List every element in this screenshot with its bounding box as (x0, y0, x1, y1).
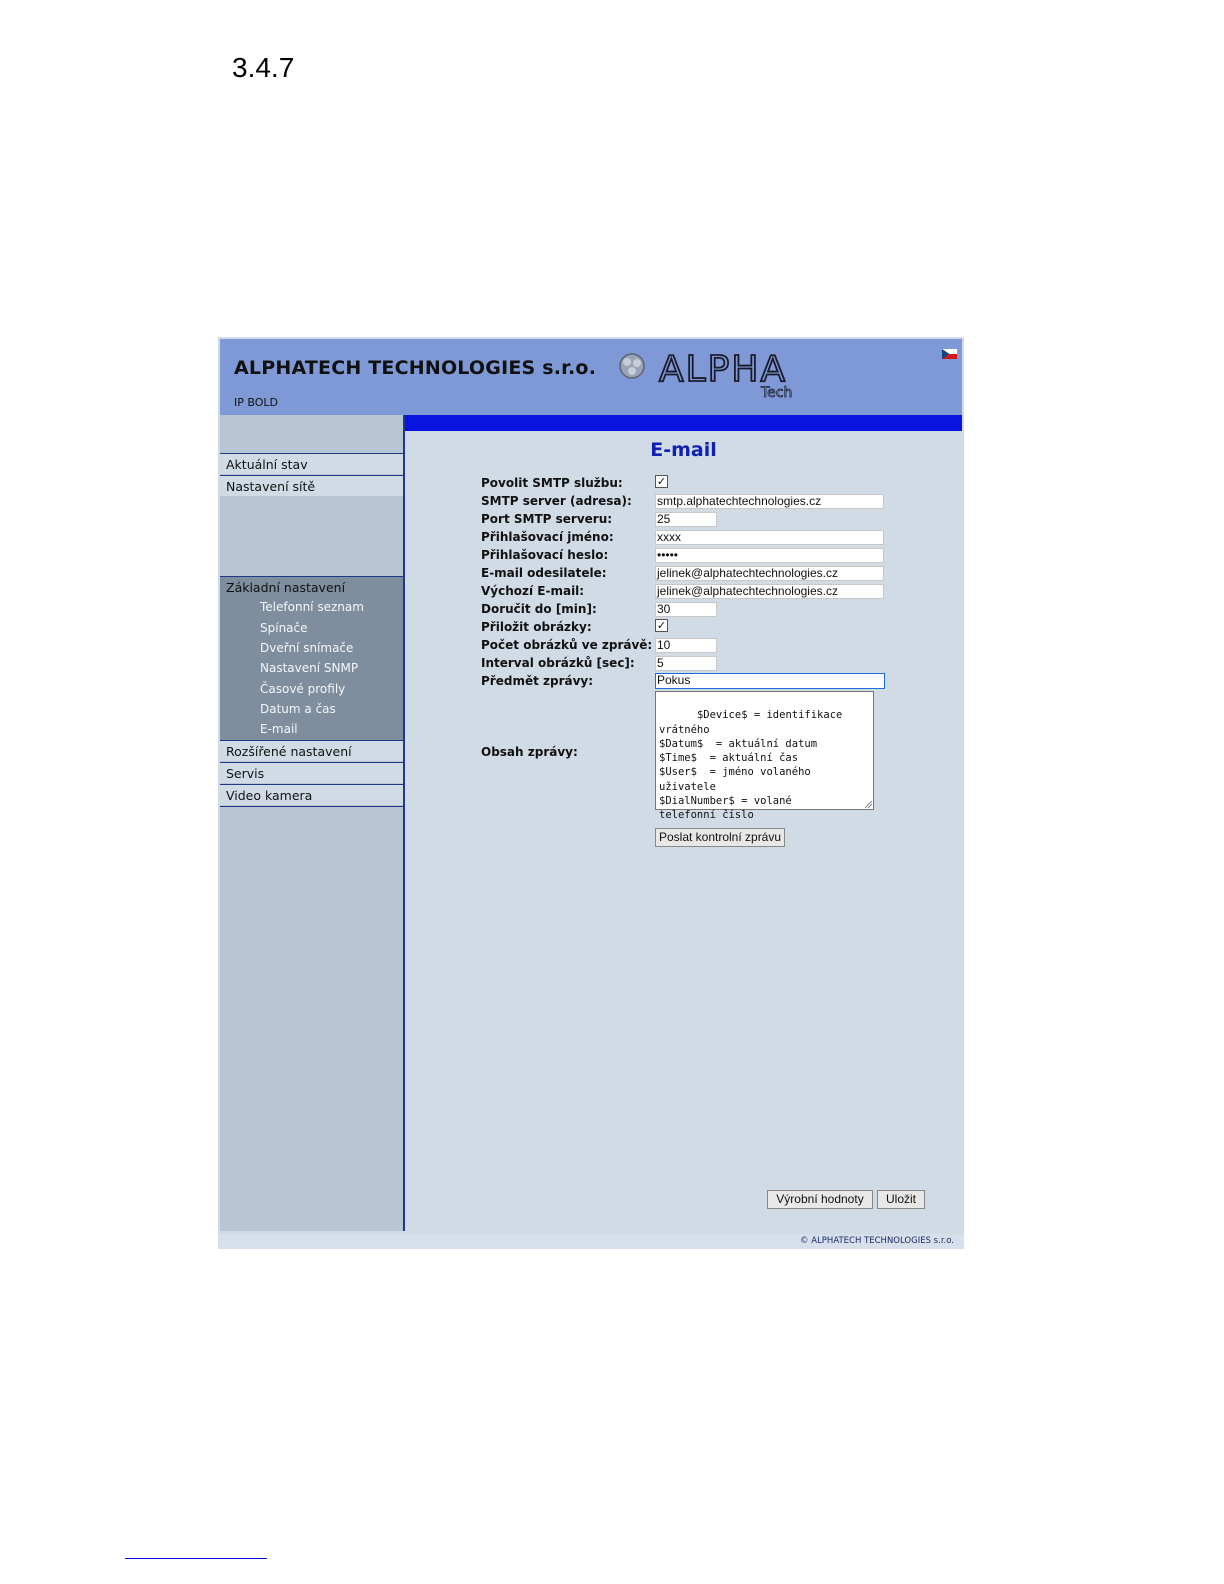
page-footer (218, 1234, 964, 1249)
resize-handle-icon[interactable] (865, 801, 872, 808)
message-body-textarea[interactable] (655, 691, 874, 822)
alphatech-logo (657, 345, 809, 401)
sidebar-group-basic-settings (220, 576, 403, 740)
save-button[interactable]: Uložit (877, 1190, 925, 1209)
sidebar-item-advanced-settings[interactable]: Rozšířené nastavení (220, 740, 403, 761)
browser-screenshot (218, 337, 964, 1249)
page-title: E-mail (650, 439, 717, 461)
sidebar-item-video-camera[interactable]: Video kamera (220, 784, 403, 805)
subject-label: Předmět zprávy: (481, 674, 594, 688)
deliver-within-label: Doručit do [min]: (481, 602, 597, 616)
logo-subtext: Tech (761, 385, 793, 401)
section-number: 3.4.7 (232, 52, 295, 83)
sidebar-subitem-door-sensors[interactable]: Dveřní snímače (260, 641, 354, 655)
smtp-server-input[interactable]: smtp.alphatechtechnologies.cz (655, 494, 884, 509)
sender-email-input[interactable]: jelinek@alphatechtechnologies.cz (655, 566, 884, 581)
sidebar-item-service[interactable]: Servis (220, 762, 403, 783)
subject-input[interactable]: Pokus (655, 673, 885, 689)
sidebar-divider (220, 806, 403, 807)
sidebar-item-network-settings[interactable]: Nastavení sítě (220, 475, 403, 496)
image-interval-input[interactable]: 5 (655, 656, 717, 671)
sidebar-item-basic-settings[interactable]: Základní nastavení (226, 580, 346, 595)
alphatech-emblem-icon (615, 351, 649, 381)
sidebar-subitem-time-profiles[interactable]: Časové profily (260, 682, 346, 696)
default-email-input[interactable]: jelinek@alphatechtechnologies.cz (655, 584, 884, 599)
sidebar (220, 415, 405, 1231)
image-count-label: Počet obrázků ve zprávě: (481, 638, 653, 652)
sidebar-subitem-date-time[interactable]: Datum a čas (260, 702, 336, 716)
smtp-port-input[interactable]: 25 (655, 512, 717, 527)
sender-email-label: E-mail odesilatele: (481, 566, 607, 580)
deliver-within-input[interactable]: 30 (655, 602, 717, 617)
sidebar-subitem-switches[interactable]: Spínače (260, 621, 308, 635)
login-password-label: Přihlašovací heslo: (481, 548, 609, 562)
sidebar-item-current-state[interactable]: Aktuální stav (220, 453, 403, 474)
smtp-port-label: Port SMTP serveru: (481, 512, 613, 526)
default-email-label: Výchozí E-mail: (481, 584, 585, 598)
message-body-label: Obsah zprávy: (481, 745, 578, 759)
footnote-separator (125, 1558, 267, 1559)
sidebar-subitem-phonebook[interactable]: Telefonní seznam (260, 600, 364, 614)
main-content (405, 431, 962, 1231)
attach-images-checkbox[interactable]: ✓ (656, 619, 667, 632)
smtp-enable-checkbox[interactable]: ✓ (656, 475, 667, 488)
page-header (220, 339, 962, 415)
send-test-message-button[interactable]: Poslat kontrolní zprávu (655, 828, 785, 847)
attach-images-label: Přiložit obrázky: (481, 620, 592, 634)
sidebar-subitem-email[interactable]: E-mail (260, 722, 298, 736)
device-name: IP BOLD (234, 396, 278, 409)
message-body-text: $Device$ = identifikace vrátného $Datum$ = aktuální datum $Time$ = aktuální čas $User$ = jméno volaného uživatele $DialNumber$ = volané telefonní číslo (659, 709, 843, 822)
company-name: ALPHATECH TECHNOLOGIES s.r.o. (234, 357, 597, 379)
smtp-enable-label: Povolit SMTP službu: (481, 476, 623, 490)
factory-defaults-button[interactable]: Výrobní hodnoty (767, 1190, 873, 1209)
image-interval-label: Interval obrázků [sec]: (481, 656, 635, 670)
image-count-input[interactable]: 10 (655, 638, 717, 653)
title-bar (403, 415, 962, 431)
login-password-input[interactable]: ••••• (655, 548, 884, 563)
logo-text: ALPHA (659, 349, 788, 390)
login-name-input[interactable]: xxxx (655, 530, 884, 545)
smtp-server-label: SMTP server (adresa): (481, 494, 632, 508)
czech-flag-icon[interactable] (942, 349, 957, 359)
copyright-text: © ALPHATECH TECHNOLOGIES s.r.o. (800, 1236, 954, 1246)
login-name-label: Přihlašovací jméno: (481, 530, 614, 544)
sidebar-subitem-snmp[interactable]: Nastavení SNMP (260, 661, 359, 675)
